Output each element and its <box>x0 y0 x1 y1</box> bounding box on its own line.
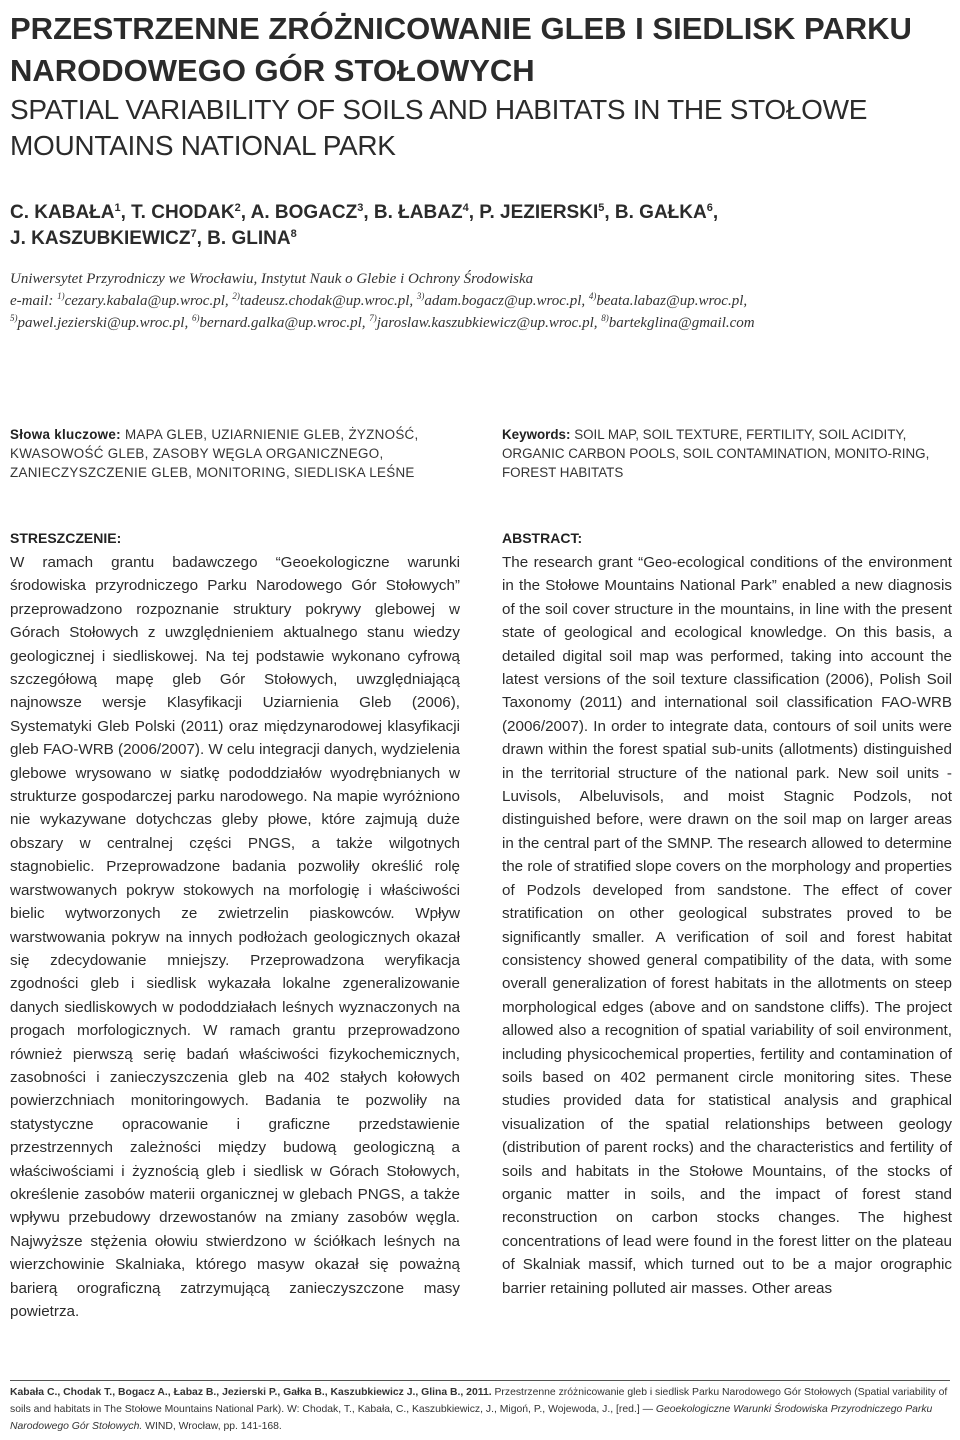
author-index: 3 <box>357 202 364 214</box>
email-link[interactable]: adam.bogacz@up.wroc.pl, <box>424 293 589 309</box>
author-index: 5 <box>598 202 605 214</box>
email-prefix: e-mail: <box>10 293 58 309</box>
email-link[interactable]: bernard.galka@up.wroc.pl, <box>199 315 370 331</box>
keywords-polish <box>10 425 460 482</box>
affiliation-block <box>10 268 955 334</box>
author-name: C. KABAŁA <box>10 202 115 223</box>
author-name: , B. ŁABAZ <box>363 202 463 223</box>
author-list <box>10 200 950 252</box>
email-link[interactable]: pawel.jezierski@up.wroc.pl, <box>17 315 192 331</box>
author-separator: , <box>712 202 719 223</box>
email-link[interactable]: jaroslaw.kaszubkiewicz@up.wroc.pl, <box>376 315 602 331</box>
keywords-english <box>502 425 952 482</box>
author-index: 1 <box>114 202 121 214</box>
email-line-2 <box>10 312 955 334</box>
author-line-2 <box>10 226 950 252</box>
author-index: 7 <box>190 228 197 240</box>
email-index: 2) <box>232 291 240 301</box>
affiliation: Uniwersytet Przyrodniczy we Wrocławiu, Instytut Nauk o Glebie i Ochrony Środowiska <box>10 271 534 287</box>
author-name: , B. GLINA <box>196 228 291 249</box>
author-index: 6 <box>706 202 713 214</box>
keywords-label: Keywords: <box>502 427 575 442</box>
citation-publisher: WIND, Wrocław, pp. 141-168. <box>142 1421 282 1432</box>
author-name: , P. JEZIERSKI <box>468 202 599 223</box>
email-line-1 <box>10 290 955 312</box>
email-link[interactable]: bartekglina@gmail.com <box>608 315 755 331</box>
email-link[interactable]: cezary.kabala@up.wroc.pl, <box>64 293 233 309</box>
email-index: 7) <box>369 313 377 323</box>
email-link[interactable]: beata.labaz@up.wroc.pl, <box>596 293 748 309</box>
keywords-text: MAPA GLEB, UZIARNIENIE GLEB, ŻYZNOŚĆ, KWASOWOŚĆ GLEB, ZASOBY WĘGLA ORGANICZNEGO, ZANIECZYSZCZENIE GLEB, MONITORING, SIEDLISKA LEŚNE <box>10 427 419 480</box>
citation-footer <box>10 1384 955 1435</box>
citation-text: Przestrzenne zróżnicowanie gleb i siedlisk Parku Narodowego Gór Stołowych (Spatial variability of soils and habitats in The Stołowe Mountains National Park). W: Chodak, T., Kabała, C., Kaszubkiewicz, J., Migoń, P., Wojewoda, J., [red.] — <box>10 1387 948 1415</box>
email-index: 5) <box>10 313 18 323</box>
author-name: , A. BOGACZ <box>240 202 358 223</box>
abstract-pl-text: W ramach grantu badawczego “Geoekologiczne warunki środowiska przyrodniczego Parku Narodowego Gór Stołowych” przeprowadzono rozpoznanie struktury pokrywy glebowej w Górach Stołowych z uwzględnieniem aktualnego stanu wiedzy geologicznej i siedliskowej. Na tej podstawie wykonano cyfrową szczegółową mapę gleb Gór Stołowych, uwzględniającą najnowsze wersje Klasyfikacji Uziarnienia Gleb (2006), Systematyki Gleb Polski (2011) oraz międzynarodowej klasyfikacji gleb FAO-WRB (2006/2007). W celu integracji danych, wydzielenia glebowe wrysowano w siatkę pododdziałów wyodrębnianych w strukturze gospodarczej parku narodowego. Na mapie wyróżniono nie wykazywane dotychczas gleby płowe, które zajmują duże obszary w centralnej części PNGS, a także wilgotnych stagnobielic. Przeprowadzone badania pozwoliły określić rolę warstwowanych pokryw stokowych na morfologię i właściwości bielic wytworzonych ze zwietrzelin piaskowców. Wpływ warstwowania pokryw na innych podłożach geologicznych okazał się zdecydowanie mniejszy. Przeprowadzona weryfikacja zgodności gleb i siedlisk wykazała lokalne zgeneralizowanie danych siedliskowych w pododdziałach leśnych wyznaczonych na progach morfologicznych. W ramach grantu przeprowadzono również pierwszą serię badań właściwości fizykochemicznych, zasobności i zanieczyszczenia gleb na 402 stałych kołowych powierzchniach monitoringowych. Badania te pozwoliły na statystyczne opracowanie i graficzne przedstawienie przestrzennych zależności między budową geologiczną a właściwościami i żyznością gleb i siedlisk w Górach Stołowych, określenie zasobów materii organicznej w glebach PNGS, a także wpływu przebudowy drzewostanów na zmiany zasobów węgla. Najwyższe stężenia ołowiu stwierdzono w ściółkach leśnych na wierzchowinie Skalniaka, którego masyw okazał się poważną barierą orograficzną zatrzymującą zanieczyszczone masy powietrza. <box>10 554 460 1320</box>
email-link[interactable]: tadeusz.chodak@up.wroc.pl, <box>239 293 417 309</box>
author-index: 4 <box>462 202 469 214</box>
keywords-text: SOIL MAP, SOIL TEXTURE, FERTILITY, SOIL ACIDITY, ORGANIC CARBON POOLS, SOIL CONTAMINATION, MONITO-RING, FOREST HABITATS <box>502 427 930 480</box>
abstract-en-heading: ABSTRACT: <box>502 530 583 546</box>
email-index: 6) <box>191 313 200 323</box>
abstract-pl-heading: STRESZCZENIE: <box>10 530 122 546</box>
email-index: 4) <box>588 291 597 301</box>
author-index: 8 <box>290 228 297 240</box>
title-polish: PRZESTRZENNE ZRÓŻNICOWANIE GLEB I SIEDLISK PARKU NARODOWEGO GÓR STOŁOWYCH <box>10 11 912 88</box>
author-index: 2 <box>234 202 241 214</box>
email-index: 1) <box>57 291 65 301</box>
author-name: , T. CHODAK <box>120 202 235 223</box>
author-line-1 <box>10 200 950 226</box>
author-name: J. KASZUBKIEWICZ <box>10 228 191 249</box>
email-index: 8) <box>601 313 609 323</box>
title-english: SPATIAL VARIABILITY OF SOILS AND HABITATS IN THE STOŁOWE MOUNTAINS NATIONAL PARK <box>10 94 868 161</box>
footer-divider <box>10 1380 950 1381</box>
keywords-label: Słowa kluczowe: <box>10 427 125 442</box>
author-name: , B. GAŁKA <box>604 202 707 223</box>
email-index: 3) <box>416 291 425 301</box>
citation-book: Geoekologiczne Warunki Środowiska Przyrodniczego Parku Narodowego Gór Stołowych. <box>10 1404 933 1432</box>
citation-authors: Kabała C., Chodak T., Bogacz A., Łabaz B., Jezierski P., Gałka B., Kaszubkiewicz J., Glina B., 2011. <box>10 1387 492 1398</box>
abstract-en-text: The research grant “Geo-ecological conditions of the environment in the Stołowe Mountains National Park” enabled a new diagnosis of the soil cover structure in the mountains, in line with the present state of geological and ecological knowledge. On this basis, a detailed digital soil map was performed, taking into account the latest versions of the soil texture classification (2006), Polish Soil Taxonomy (2011) and international soil classification FAO-WRB (2006/2007). In order to integrate data, contours of soil units were drawn within the forest spatial sub-units (allotments) distinguished in the territorial structure of the national park. New soil units - Luvisols, Albeluvisols, and moist Stagnic Podzols, not distinguished before, were drawn on the soil map on larger areas in the central part of the SMNP. The research allowed to determine the role of stratified slope covers on the morphology and properties of Podzols developed from sandstone. The effect of cover stratification on other geological substrates proved to be significantly smaller. A verification of soil and forest habitat consistency showed general compatibility of the data, with some overall generalization of forest habitats in the allotments on steep morphological edges (above and on sandstone cliffs). The project allowed also a recognition of spatial variability of soil environment, including physicochemical properties, fertility and contamination of soils based on 402 permanent circle monitoring sites. These studies provided data for statistical analysis and graphical visualization of the spatial relationships between geology (distribution of parent rocks) and the characteristics and fertility of soils and habitats in the Stołowe Mountains, of the stocks of organic matter in soils, and the impact of forest stand reconstruction on carbon stocks changes. The highest concentrations of lead were found in the forest litter on the plateau of Skalniak massif, which turned out to be a major orographic barrier retaining polluted air masses. Other areas <box>502 554 952 1297</box>
